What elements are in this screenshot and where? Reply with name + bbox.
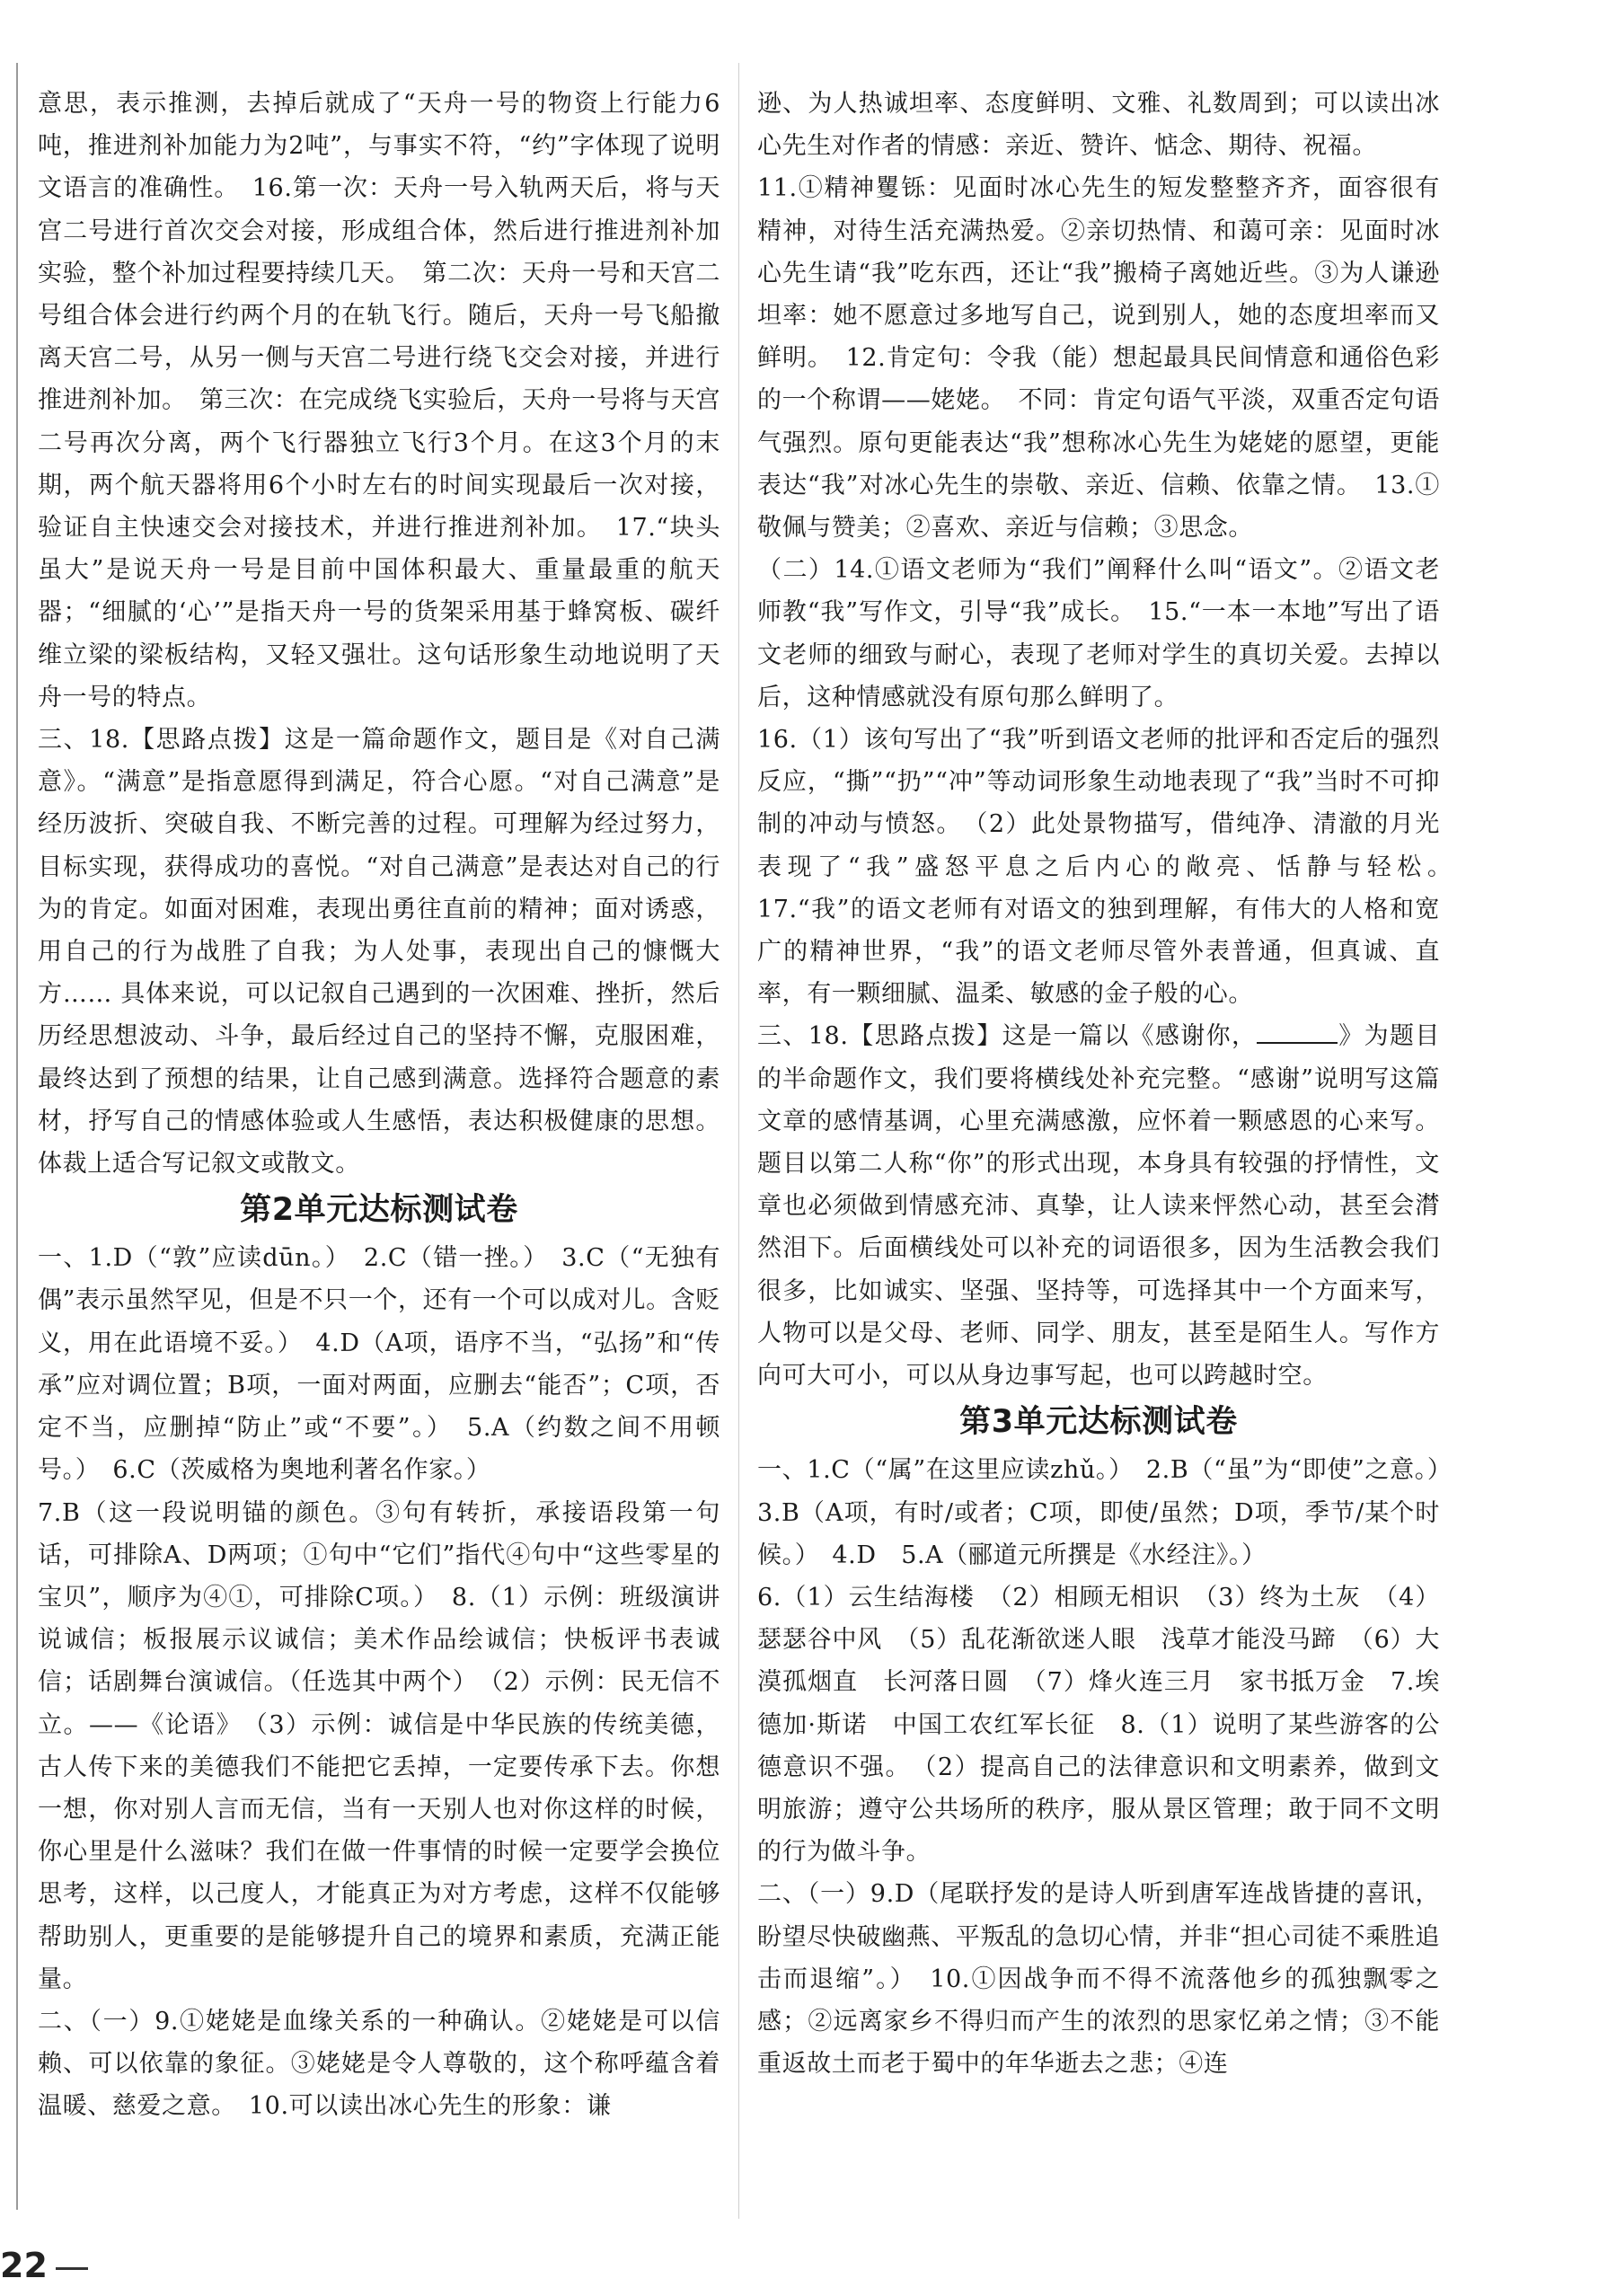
- column-divider: [738, 63, 739, 2219]
- right-para-5-after: 》为题目的半命题作文，我们要将横线处补充完整。“感谢”说明写这篇文章的感情基调，心里充满感激，应怀着一颗感恩的心来写。题目以第二人称“你”的形式出现，本身具有较强的抒情性，文章也必须做到情感充沛、真挚，让人读来怦然心动，甚至会潸然泪下。后面横线处可以补充的词语很多，因为生活教会我们很多，比如诚实、坚强、坚持等，可选择其中一个方面来写，人物可以是父母、老师、同学、朋友，甚至是陌生人。写作方向可大可小，可以从身边事写起，也可以跨越时空。: [757, 1022, 1440, 1391]
- left-para-3: 一、1.D（“敦”应读dūn。） 2.C（错一挫。） 3.C（“无独有偶”表示虽然罕见，但是不只一个，还有一个可以成对儿。含贬义，用在此语境不妥。） 4.D（A项，语序不当，“弘扬”和“传承”应对调位置；B项，一面对两面，应删去“能否”；C项，否定不当，应删掉“防止”或“不要”。） 5.A（约数之间不用顿号。） 6.C（茨威格为奥地利著名作家。）: [38, 1244, 720, 1485]
- left-para-4: 7.B（这一段说明锚的颜色。③句有转折，承接语段第一句话，可排除A、D两项；①句中“它们”指代④句中“这些零星的宝贝”，顺序为④①，可排除C项。） 8.（1）示例：班级演讲说诚信；板报展示议诚信；美术作品绘诚信；快板评书表诚信；话剧舞台演诚信。（任选其中两个） （2）示例：民无信不立。——《论语》 （3）示例：诚信是中华民族的传统美德，古人传下来的美德我们不能把它丢掉，一定要传承下去。你想一想，你对别人言而无信，当有一天别人也对你这样的时候，你心里是什么滋味？我们在做一件事情的时候一定要学会换位思考，这样，以己度人，才能真正为对方考虑，这样不仅能够帮助别人，更重要的是能够提升自己的境界和素质，充满正能量。: [38, 1498, 720, 1993]
- page-number-rule: [56, 2267, 88, 2270]
- fill-in-blank: [1257, 1022, 1338, 1044]
- left-para-1: 意思，表示推测，去掉后就成了“天舟一号的物资上行能力6吨，推进剂补加能力为2吨”，与事实不符，“约”字体现了说明文语言的准确性。 16.第一次：天舟一号入轨两天后，将与天宫二号进行首次交会对接，形成组合体，然后进行推进剂补加实验，整个补加过程要持续几天。 第二次：天舟一号和天宫二号组合体会进行约两个月的在轨飞行。随后，天舟一号飞船撤离天宫二号，从另一侧与天宫二号进行绕飞交会对接，并进行推进剂补加。 第三次：在完成绕飞实验后，天舟一号将与天宫二号再次分离，两个飞行器独立飞行3个月。在这3个月的末期，两个航天器将用6个小时左右的时间实现最后一次对接，验证自主快速交会对接技术，并进行推进剂补加。 17.“块头虽大”是说天舟一号是目前中国体积最大、重量最重的航天器；“细腻的‘心’”是指天舟一号的货架采用基于蜂窝板、碳纤维立梁的梁板结构，又轻又强壮。这句话形象生动地说明了天舟一号的特点。: [38, 90, 720, 711]
- right-para-5: [757, 1015, 1440, 1397]
- left-margin-rule: [16, 63, 18, 2210]
- right-para-2: 11.①精神矍铄：见面时冰心先生的短发整整齐齐，面容很有精神，对待生活充满热爱。②亲切热情、和蔼可亲：见面时冰心先生请“我”吃东西，还让“我”搬椅子离她近些。③为人谦逊坦率：她不愿意过多地写自己，说到别人，她的态度坦率而又鲜明。 12.肯定句：令我（能）想起最具民间情意和通俗色彩的一个称谓——姥姥。 不同：肯定句语气平淡，双重否定句语气强烈。原句更能表达“我”想称冰心先生为姥姥的愿望，更能表达“我”对冰心先生的崇敬、亲近、信赖、依靠之情。 13.①敬佩与赞美；②喜欢、亲近与信赖；③思念。: [757, 174, 1440, 543]
- right-para-1: 逊、为人热诚坦率、态度鲜明、文雅、礼数周到；可以读出冰心先生对作者的情感：亲近、赞许、惦念、期待、祝福。: [757, 90, 1440, 161]
- left-para-2: 三、18.【思路点拨】这是一篇命题作文，题目是《对自己满意》。“满意”是指意愿得到满足，符合心愿。“对自己满意”是经历波折、突破自我、不断完善的过程。可理解为经过努力，目标实现，获得成功的喜悦。“对自己满意”是表达对自己的行为的肯定。如面对困难，表现出勇往直前的精神；面对诱惑，用自己的行为战胜了自我；为人处事，表现出自己的慷慨大方…… 具体来说，可以记叙自己遇到的一次困难、挫折，然后历经思想波动、斗争，最后经过自己的坚持不懈，克服困难，最终达到了预想的结果，让自己感到满意。选择符合题意的素材，抒写自己的情感体验或人生感悟，表达积极健康的思想。体裁上适合写记叙文或散文。: [38, 726, 720, 1179]
- right-column: [757, 83, 1465, 2085]
- right-para-7: 6.（1）云生结海楼 （2）相顾无相识 （3）终为土灰 （4）瑟瑟谷中风 （5）乱花渐欲迷人眼 浅草才能没马蹄 （6）大漠孤烟直 长河落日圆 （7）烽火连三月 家书抵万金 7.埃德加·斯诺 中国工农红军长征 8.（1）说明了某些游客的公德意识不强。 （2）提高自己的法律意识和文明素养，做到文明旅游；遵守公共场所的秩序，服从景区管理；敢于同不文明的行为做斗争。: [757, 1583, 1440, 1867]
- section-title-unit-2: 第2单元达标测试卷: [240, 1192, 518, 1229]
- page-number: 22: [0, 2246, 48, 2285]
- right-para-8: 二、（一）9.D（尾联抒发的是诗人听到唐军连战皆捷的喜讯，盼望尽快破幽燕、平叛乱的急切心情，并非“担心司徒不乘胜追击而退缩”。） 10.①因战争而不得不流落他乡的孤独飘零之感；②远离家乡不得归而产生的浓烈的思家忆弟之情；③不能重返故土而老于蜀中的年华逝去之悲；④连: [757, 1880, 1440, 2079]
- right-para-6: 一、1.C（“属”在这里应读zhǔ。） 2.B（“虽”为“即使”之意。） 3.B（A项，有时/或者；C项，即使/虽然；D项，季节/某个时候。） 4.D 5.A（郦道元所撰是《水经注》。）: [757, 1456, 1465, 1569]
- right-para-3: （二）14.①语文老师为“我们”阐释什么叫“语文”。②语文老师教“我”写作文，引导“我”成长。 15.“一本一本地”写出了语文老师的细致与耐心，表现了老师对学生的真切关爱。去掉以后，这种情感就没有原句那么鲜明了。: [757, 556, 1440, 711]
- left-column: [38, 83, 720, 2128]
- right-para-4: 16.（1）该句写出了“我”听到语文老师的批评和否定后的强烈反应，“撕”“扔”“冲”等动词形象生动地表现了“我”当时不可抑制的冲动与愤怒。 （2）此处景物描写，借纯净、清澈的月光表现了“我”盛怒平息之后内心的敞亮、恬静与轻松。 17.“我”的语文老师有对语文的独到理解，有伟大的人格和宽广的精神世界，“我”的语文老师尽管外表普通，但真诚、直率，有一颗细腻、温柔、敏感的金子般的心。: [757, 726, 1465, 1009]
- left-para-5: 二、（一）9.①姥姥是血缘关系的一种确认。②姥姥是可以信赖、可以依靠的象征。③姥姥是令人尊敬的，这个称呼蕴含着温暖、慈爱之意。 10.可以读出冰心先生的形象：谦: [38, 2007, 720, 2121]
- right-para-5-before: 三、18.【思路点拨】这是一篇以《感谢你，: [757, 1022, 1258, 1051]
- section-title-unit-3: 第3单元达标测试卷: [959, 1404, 1238, 1441]
